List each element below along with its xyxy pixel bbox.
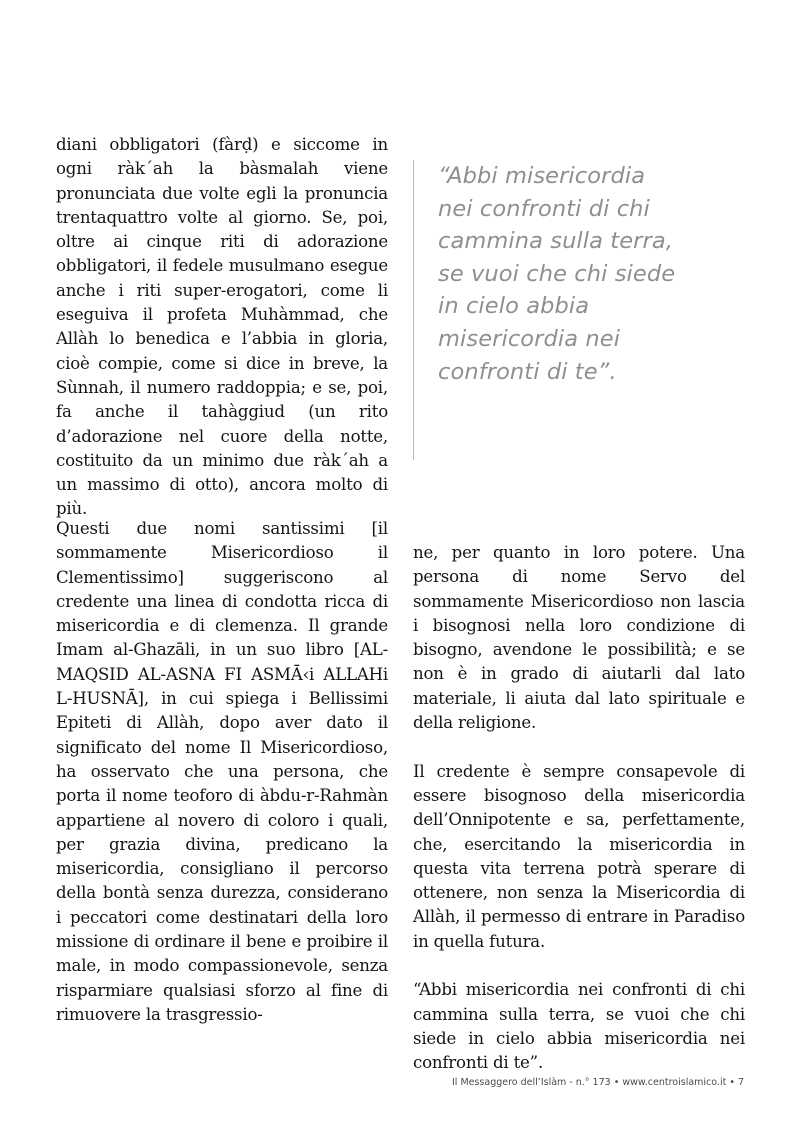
intro-paragraph: diani obbligatori (fàrḍ) e siccome in ogni ràk´ah la bàsmalah viene pronunciata due volte egli la pronuncia trentaquattro volte al giorno. Se, poi, oltre ai cinque riti di adorazione obbligatori, il fedele musulmano esegue anche i riti super-erogatori, come li eseguiva il profeta Muhàmmad, che Allàh lo benedica e l’abbia in gloria, cioè compie, come si dice in breve, la Sùnnah, il numero raddoppia; e se, poi, fa anche il tahàggiud (un rito d’adorazione nel cuore della notte, costituito da un minimo due ràk´ah a un massimo di otto), ancora molto di più.: [56, 135, 388, 519]
body-paragraph: Il credente è sempre consapevole di essere bisognoso della misericordia dell’Onnipotente e sa, perfettamente, che, esercitando la misericordia in questa vita terrena potrà sperare di ottenere, non senza la Misericordia di Allàh, il permesso di entrare in Paradiso in quella futura.: [413, 761, 745, 951]
body-paragraph: ne, per quanto in loro potere. Una persona di nome Servo del sommamente Misericordioso non lascia i bisognosi nella loro condizione di bisogno, avendone le possibilità; e se non è in grado di aiutarli dal lato materiale, li aiuta dal lato spirituale e della religione.: [413, 543, 745, 733]
closing-quote-paragraph: “Abbi misericordia nei confronti di chi cammina sulla terra, se vuoi che chi siede in cielo abbia misericordia nei confronti di te”.: [413, 980, 745, 1073]
article-column-top-left: [56, 133, 388, 522]
pull-quote-text: “Abbi misericordia nei confronti di chi cammina sulla terra, se vuoi che chi siede in cielo abbia misericordia nei confronti di te”.: [438, 163, 676, 385]
article-column-right: [413, 541, 745, 1076]
pull-quote: [413, 160, 744, 460]
body-paragraph: Questi due nomi santissimi [il sommamente Misericordioso il Clementissimo] suggeriscono al credente una linea di condotta ricca di misericordia e di clemenza. Il grande Imam al-Ghazāli, in un suo libro [AL-MAQSID AL-ASNA FI ASMĀ‹i ALLAHi L-HUSNĀ], in cui spiega i Bellissimi Epiteti di Allàh, dopo aver dato il significato del nome Il Misericordioso, ha osservato che una persona, che porta il nome teoforo di àbdu-r-Rahmàn appartiene al novero di coloro i quali, per grazia divina, predicano la misericordia, consigliano il percorso della bontà senza durezza, considerano i peccatori come destinatari della loro missione di ordinare il bene e proibire il male, in modo compassionevole, senza risparmiare qualsiasi sforzo al fine di rimuovere la trasgressio-: [56, 519, 388, 1024]
page-footer: Il Messaggero dell’Islàm - n.° 173 • www.centroislamico.it • 7: [451, 1077, 744, 1088]
article-column-bottom-left: [56, 517, 388, 1027]
